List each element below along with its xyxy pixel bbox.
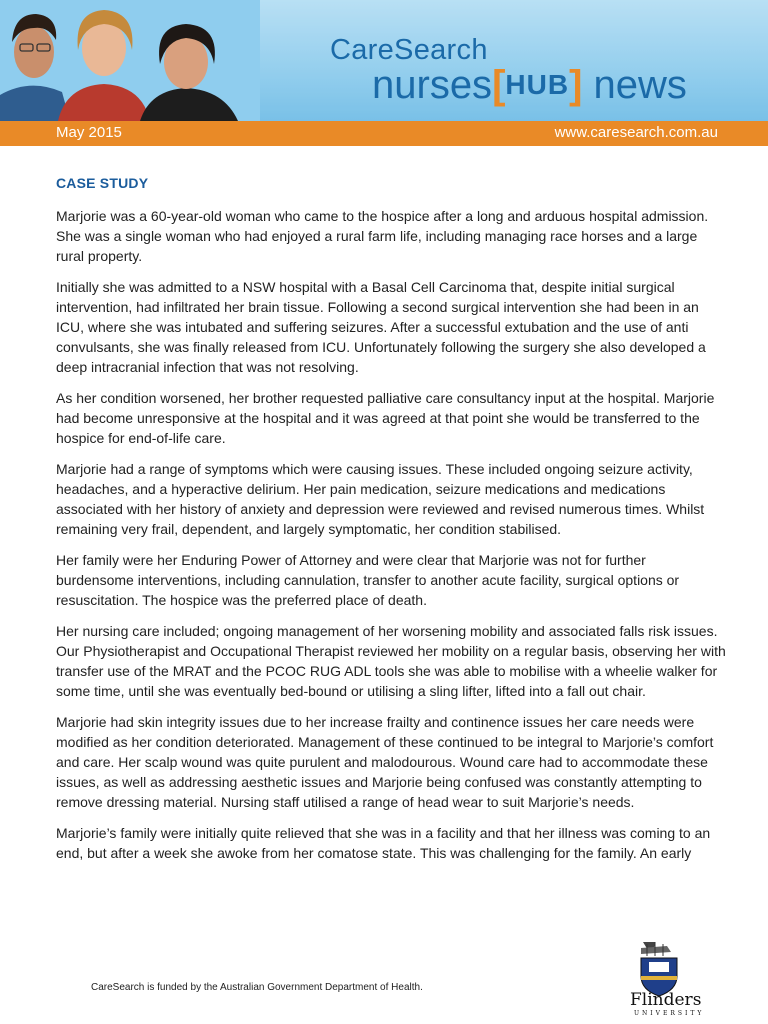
title-nurses: nurses [372, 63, 493, 107]
university-logo-name: Flinders [630, 990, 702, 1010]
website-link[interactable]: www.caresearch.com.au [554, 124, 718, 141]
issue-date: May 2015 [56, 124, 122, 141]
header-banner [0, 0, 768, 121]
bracket-close: ] [569, 63, 583, 107]
university-logo-subtitle: UNIVERSITY [634, 1010, 705, 1017]
title-news: news [593, 63, 687, 107]
paragraph: Her nursing care included; ongoing management of her worsening mobility and associated falls risk issues. Our Physiotherapist and Occupational Therapist reviewed her mobility on a regular basis, observing her with transfer use of the MRAT and the PCOC RUG ADL tools she was able to mobilise with a wheelie walker for some time, until she was eventually bed-bound or utilising a sling lifter, lifted into a fall out chair. [56, 623, 726, 699]
section-heading: CASE STUDY [56, 175, 149, 191]
paragraph: As her condition worsened, her brother requested palliative care consultancy input at the hospital. Marjorie had become unresponsive at the hospital and it was agreed at that point she would be transferred to the hospice for end-of-life care. [56, 390, 715, 446]
nurses-photo [0, 0, 260, 121]
title-hub: HUB [505, 69, 570, 100]
bracket-open: [ [492, 63, 506, 107]
paragraph: Marjorie’s family were initially quite relieved that she was in a facility and that her illness was coming to an end, but after a week she awoke from her comatose state. This was challenging for the family. An early [56, 825, 711, 861]
paragraph: Marjorie had skin integrity issues due to her increase frailty and continence issues her care needs were modified as her condition deteriorated. Management of these continued to be integral to Marjorie’s comfort and care. Her scalp wound was quite purulent and malodourous. Wound care had to accommodate these issues, as well as addressing aesthetic issues and Marjorie being confused was constantly attempting to remove dressing material. Nursing staff utilised a range of head wear to suit Marjorie’s needs. [56, 714, 714, 810]
paragraph: Initially she was admitted to a NSW hospital with a Basal Cell Carcinoma that, despite initial surgical intervention, had infiltrated her brain tissue. Following a second surgical intervention she had been in an ICU, where she was intubated and suffering seizures. After a successful extubation and the use of anti convulsants, she was finally released from ICU. Unfortunately following the surgery she also developed a deep intracranial infection that was not resolving. [56, 279, 706, 375]
newsletter-title [372, 63, 687, 107]
paragraph: Marjorie had a range of symptoms which were causing issues. These included ongoing seizure activity, headaches, and a hyperactive delirium. Her pain medication, seizure medications and medications associated with her history of anxiety and depression were reviewed and revised numerous times. Whilst remaining very frail, dependent, and largely symptomatic, her condition stabilised. [56, 461, 705, 537]
paragraph: Her family were her Enduring Power of Attorney and were clear that Marjorie was not for further burdensome interventions, including cannulation, transfer to another acute facility, surgical options or resuscitation. The hospice was the preferred place of death. [56, 552, 680, 608]
paragraph: Marjorie was a 60-year-old woman who came to the hospice after a long and arduous hospital admission. She was a single woman who had enjoyed a rural farm life, including managing race horses and a large rural property. [56, 208, 709, 264]
brand-name: CareSearch [330, 34, 488, 66]
funding-note: CareSearch is funded by the Australian Government Department of Health. [91, 982, 423, 993]
article-body [56, 206, 726, 874]
